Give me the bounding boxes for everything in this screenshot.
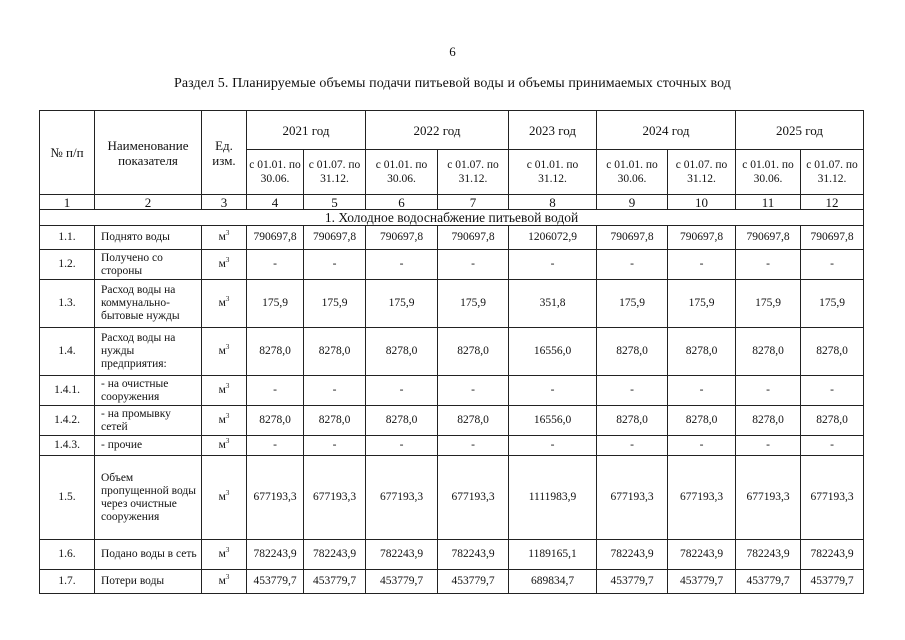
value-cell: - [668,250,736,280]
value-cell: - [304,436,366,456]
value-cell: 677193,3 [736,456,801,540]
value-cell: - [438,376,509,406]
value-cell: - [247,376,304,406]
unit-superscript: 3 [225,546,230,555]
value-cell: 790697,8 [597,226,668,250]
row-number: 1.7. [40,570,95,594]
value-cell: 790697,8 [304,226,366,250]
table-row [40,456,864,540]
value-cell: 175,9 [736,280,801,328]
value-cell: 175,9 [247,280,304,328]
value-cell: - [801,250,864,280]
value-cell: - [597,436,668,456]
value-cell: 351,8 [509,280,597,328]
value-cell: - [509,250,597,280]
unit-superscript: 3 [225,489,230,498]
unit-superscript: 3 [225,343,230,352]
value-cell: - [509,376,597,406]
value-cell: 8278,0 [736,328,801,376]
value-cell: 175,9 [597,280,668,328]
value-cell: 8278,0 [668,406,736,436]
value-cell: 677193,3 [801,456,864,540]
value-cell: 790697,8 [247,226,304,250]
row-number: 1.4.1. [40,376,95,406]
column-header-number: № п/п [40,111,95,195]
column-number: 3 [202,195,247,210]
indicator-name: Объем пропущенной воды через очистные сооружения [95,456,202,540]
unit-cell [202,250,247,280]
year-header: 2023 год [509,111,597,150]
value-cell: - [668,436,736,456]
value-cell: 677193,3 [304,456,366,540]
value-cell: 790697,8 [438,226,509,250]
value-cell: 8278,0 [247,328,304,376]
value-cell: - [801,376,864,406]
unit-cell [202,226,247,250]
table-row [40,436,864,456]
value-cell: 782243,9 [438,540,509,570]
value-cell: - [597,376,668,406]
unit-cell [202,328,247,376]
unit-cell [202,456,247,540]
row-number: 1.3. [40,280,95,328]
row-number: 1.2. [40,250,95,280]
value-cell: 790697,8 [736,226,801,250]
indicator-name: Поднято воды [95,226,202,250]
unit-superscript: 3 [225,437,230,446]
value-cell: 8278,0 [801,406,864,436]
unit-base: м [218,384,226,396]
water-volumes-table [39,110,864,594]
table-row [40,540,864,570]
period-header: с 01.07. по 31.12. [304,150,366,195]
value-cell: - [509,436,597,456]
value-cell: - [736,250,801,280]
period-header: с 01.01. по 30.06. [597,150,668,195]
value-cell: 8278,0 [304,406,366,436]
value-cell: 16556,0 [509,328,597,376]
value-cell: 8278,0 [366,328,438,376]
table-row [40,280,864,328]
year-header: 2021 год [247,111,366,150]
value-cell: 8278,0 [304,328,366,376]
column-number: 6 [366,195,438,210]
unit-cell [202,280,247,328]
year-header: 2024 год [597,111,736,150]
unit-base: м [218,231,226,243]
indicator-name: Потери воды [95,570,202,594]
value-cell: 453779,7 [597,570,668,594]
column-number: 10 [668,195,736,210]
value-cell: 453779,7 [801,570,864,594]
table-row [40,376,864,406]
indicator-name: Получено со стороны [95,250,202,280]
section-heading: 1. Холодное водоснабжение питьевой водой [40,210,864,226]
column-number: 4 [247,195,304,210]
row-number: 1.6. [40,540,95,570]
column-number-row [40,195,864,210]
value-cell: 8278,0 [438,406,509,436]
value-cell: 782243,9 [366,540,438,570]
period-header: с 01.01. по 30.06. [366,150,438,195]
value-cell: - [736,436,801,456]
value-cell: 453779,7 [366,570,438,594]
value-cell: - [438,250,509,280]
value-cell: 1206072,9 [509,226,597,250]
value-cell: - [597,250,668,280]
value-cell: - [304,250,366,280]
value-cell: 677193,3 [597,456,668,540]
value-cell: 175,9 [438,280,509,328]
column-header-unit: Ед. изм. [202,111,247,195]
table-row [40,570,864,594]
value-cell: 8278,0 [366,406,438,436]
value-cell: - [668,376,736,406]
table-row [40,406,864,436]
value-cell: 453779,7 [736,570,801,594]
value-cell: 689834,7 [509,570,597,594]
value-cell: 782243,9 [304,540,366,570]
unit-base: м [218,439,226,451]
table-row [40,226,864,250]
unit-cell [202,570,247,594]
value-cell: 782243,9 [801,540,864,570]
column-number: 5 [304,195,366,210]
value-cell: - [366,436,438,456]
unit-superscript: 3 [225,229,230,238]
unit-superscript: 3 [225,573,230,582]
indicator-name: Расход воды на нужды предприятия: [95,328,202,376]
period-header: с 01.01. по 30.06. [247,150,304,195]
value-cell: - [366,376,438,406]
value-cell: 677193,3 [438,456,509,540]
period-header: с 01.07. по 31.12. [438,150,509,195]
column-number: 1 [40,195,95,210]
value-cell: 8278,0 [597,406,668,436]
column-number: 11 [736,195,801,210]
table-row [40,250,864,280]
unit-base: м [218,491,226,503]
value-cell: 1111983,9 [509,456,597,540]
row-number: 1.5. [40,456,95,540]
value-cell: - [801,436,864,456]
indicator-name: - на промывку сетей [95,406,202,436]
value-cell: 453779,7 [438,570,509,594]
value-cell: 8278,0 [668,328,736,376]
value-cell: 16556,0 [509,406,597,436]
year-header: 2025 год [736,111,864,150]
value-cell: 8278,0 [438,328,509,376]
value-cell: - [304,376,366,406]
unit-base: м [218,297,226,309]
value-cell: - [438,436,509,456]
unit-base: м [218,548,226,560]
value-cell: - [366,250,438,280]
value-cell: - [247,436,304,456]
unit-cell [202,406,247,436]
section-heading-row [40,210,864,226]
column-number: 7 [438,195,509,210]
period-header: с 01.01. по 31.12. [509,150,597,195]
value-cell: 8278,0 [247,406,304,436]
value-cell: 453779,7 [668,570,736,594]
unit-cell [202,540,247,570]
value-cell: - [247,250,304,280]
unit-base: м [218,345,226,357]
unit-superscript: 3 [225,256,230,265]
indicator-name: Расход воды на коммунально-бытовые нужды [95,280,202,328]
column-number: 2 [95,195,202,210]
value-cell: 175,9 [304,280,366,328]
indicator-name: - прочие [95,436,202,456]
value-cell: 782243,9 [597,540,668,570]
row-number: 1.4. [40,328,95,376]
unit-cell [202,376,247,406]
value-cell: 1189165,1 [509,540,597,570]
value-cell: 677193,3 [668,456,736,540]
unit-cell [202,436,247,456]
unit-base: м [218,414,226,426]
value-cell: 175,9 [366,280,438,328]
value-cell: - [736,376,801,406]
value-cell: 175,9 [801,280,864,328]
year-header: 2022 год [366,111,509,150]
value-cell: 782243,9 [247,540,304,570]
value-cell: 8278,0 [736,406,801,436]
value-cell: 790697,8 [366,226,438,250]
indicator-name: - на очистные сооружения [95,376,202,406]
unit-base: м [218,258,226,270]
column-number: 8 [509,195,597,210]
column-header-name: Наименование показателя [95,111,202,195]
table-row [40,328,864,376]
row-number: 1.4.2. [40,406,95,436]
value-cell: 677193,3 [366,456,438,540]
unit-superscript: 3 [225,382,230,391]
section-title: Раздел 5. Планируемые объемы подачи питьевой воды и объемы принимаемых сточных вод [173,76,732,91]
period-header: с 01.01. по 30.06. [736,150,801,195]
row-number: 1.4.3. [40,436,95,456]
value-cell: 453779,7 [304,570,366,594]
value-cell: 782243,9 [736,540,801,570]
page-number: 6 [449,44,456,59]
value-cell: 782243,9 [668,540,736,570]
unit-superscript: 3 [225,295,230,304]
unit-superscript: 3 [225,412,230,421]
value-cell: 453779,7 [247,570,304,594]
period-header: с 01.07. по 31.12. [668,150,736,195]
indicator-name: Подано воды в сеть [95,540,202,570]
column-number: 12 [801,195,864,210]
row-number: 1.1. [40,226,95,250]
value-cell: 8278,0 [801,328,864,376]
value-cell: 175,9 [668,280,736,328]
value-cell: 790697,8 [801,226,864,250]
period-header: с 01.07. по 31.12. [801,150,864,195]
unit-base: м [218,575,226,587]
value-cell: 677193,3 [247,456,304,540]
value-cell: 790697,8 [668,226,736,250]
value-cell: 8278,0 [597,328,668,376]
column-number: 9 [597,195,668,210]
